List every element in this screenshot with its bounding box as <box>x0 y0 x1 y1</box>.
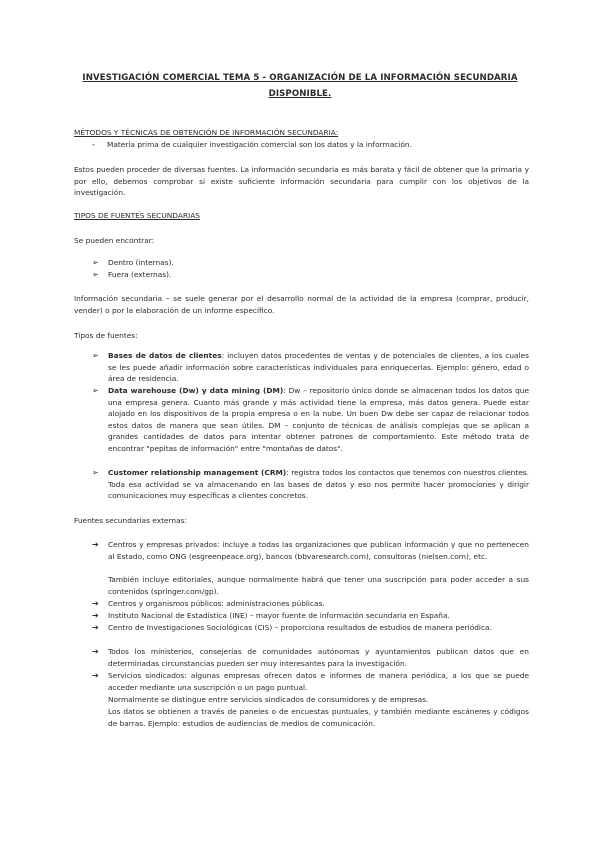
external-source-item: Centros y empresas privados: incluye a todas las organizaciones que publican información y que no pertenecen al Estado, como ONG (esgreenpeace.org), bancos (bbvaresearch.com), consultoras (nielsen.com), etc. <box>108 540 529 561</box>
arrow-bullet-icon: ➔ <box>92 599 99 608</box>
external-source-item: Todos los ministerios, consejerías de comunidades autónomas y ayuntamientos publican datos que en determinadas circunstancias pueden ser muy interesantes para la investigación. <box>108 647 529 668</box>
arrow-bullet-icon: ➔ <box>92 623 99 632</box>
external-source-item: Centros y organismos públicos: administraciones públicas. <box>108 599 325 608</box>
types-intro: Se pueden encontrar: <box>74 236 155 245</box>
source-type-text: : Dw – repositorio único donde se almacenan todos los datos que una empresa genera. Cuanto más grande y más actividad tiene la empresa, más datos genera. Puede estar alojado en los dispositivos de la propia empresa o en la nube. Un buen Dw debe ser capaz de relacionar todos estos datos de manera que sean útiles. DM – conjunto de técnicas de análisis complejas que se aplican a grandes cantidades de datos para intentar obtener patrones de comportamiento. Este método trata de encontrar "pepitas de información" entre "montañas de datos". <box>108 386 530 453</box>
arrowhead-bullet-icon: ➢ <box>92 258 99 267</box>
arrow-bullet-icon: ➔ <box>92 540 99 549</box>
methods-paragraph: Estos pueden proceder de diversas fuentes. La información secundaria es más barata y fácil de obtener que la primaria y por ello, debemos comprobar si existe suficiente información secundaria para cumplir con los objetivos de la investigación. <box>74 165 529 198</box>
list-item: Fuera (externas). <box>108 270 172 279</box>
arrowhead-bullet-icon: ➢ <box>92 351 99 360</box>
external-source-note: Normalmente se distingue entre servicios sindicados de consumidores y de empresas. <box>108 695 429 704</box>
external-source-note: También incluye editoriales, aunque normalmente habrá que tener una suscripción para poder acceder a sus contenidos (springer.com/gp). <box>108 575 529 596</box>
source-type-item <box>108 350 529 385</box>
source-type-item <box>108 385 529 455</box>
methods-bullet-text: Materia prima de cualquier investigación comercial son los datos y la información. <box>107 140 412 149</box>
dash-bullet: - <box>92 140 95 149</box>
source-type-term: Customer relationship management (CRM) <box>108 468 287 477</box>
arrowhead-bullet-icon: ➢ <box>92 468 99 477</box>
list-item: Dentro (internas). <box>108 258 174 267</box>
external-source-item: Centro de Investigaciones Sociológicas (CIS) – proporciona resultados de estudios de manera periódica. <box>108 623 492 632</box>
arrow-bullet-icon: ➔ <box>92 611 99 620</box>
source-type-text: : incluyen datos procedentes de ventas y de potenciales de clientes, a los cuales se les puede añadir información sobre características individuales para enriquecerlas. Ejemplo: género, edad o área de residencia. <box>108 351 529 384</box>
source-type-item <box>108 467 529 502</box>
arrowhead-bullet-icon: ➢ <box>92 386 99 395</box>
external-source-note: Los datos se obtienen a través de paneles o de encuestas puntuales, y también mediante escáneres y códigos de barras. Ejemplo: estudios de audiencias de medios de comunicación. <box>108 707 529 728</box>
source-type-term: Data warehouse (Dw) y data mining (DM) <box>108 386 284 395</box>
arrow-bullet-icon: ➔ <box>92 671 99 680</box>
external-label: Fuentes secundarias externas: <box>74 516 187 525</box>
source-type-text: : registra todos los contactos que tenemos con nuestros clientes. Toda esa actividad se va almacenando en las bases de datos y eso nos permite hacer promociones y dirigir comunicaciones muy específicas a clientes concretos. <box>108 468 530 501</box>
arrow-bullet-icon: ➔ <box>92 647 99 656</box>
source-type-term: Bases de datos de clientes <box>108 351 222 360</box>
internal-paragraph: Información secundaria – se suele generar por el desarrollo normal de la actividad de la empresa (comprar, producir, vender) o por la elaboración de un informe específico. <box>74 294 529 315</box>
external-source-item: Servicios sindicados: algunas empresas ofrecen datos e informes de manera periódica, a los que se puede acceder mediante una suscripción o un pago puntual. <box>108 671 529 692</box>
section-heading-methods: MÉTODOS Y TÉCNICAS DE OBTENCIÓN DE INFORMACIÓN SECUNDARIA: <box>74 128 339 137</box>
types-label: Tipos de fuentes: <box>74 331 138 340</box>
arrowhead-bullet-icon: ➢ <box>92 270 99 279</box>
external-source-item: Instituto Nacional de Estadística (INE) – mayor fuente de información secundaria en España. <box>108 611 450 620</box>
section-heading-types: TIPOS DE FUENTES SECUNDARIAS <box>74 211 200 220</box>
document-title: INVESTIGACIÓN COMERCIAL TEMA 5 - ORGANIZACIÓN DE LA INFORMACIÓN SECUNDARIA DISPONIBLE. <box>82 73 518 99</box>
